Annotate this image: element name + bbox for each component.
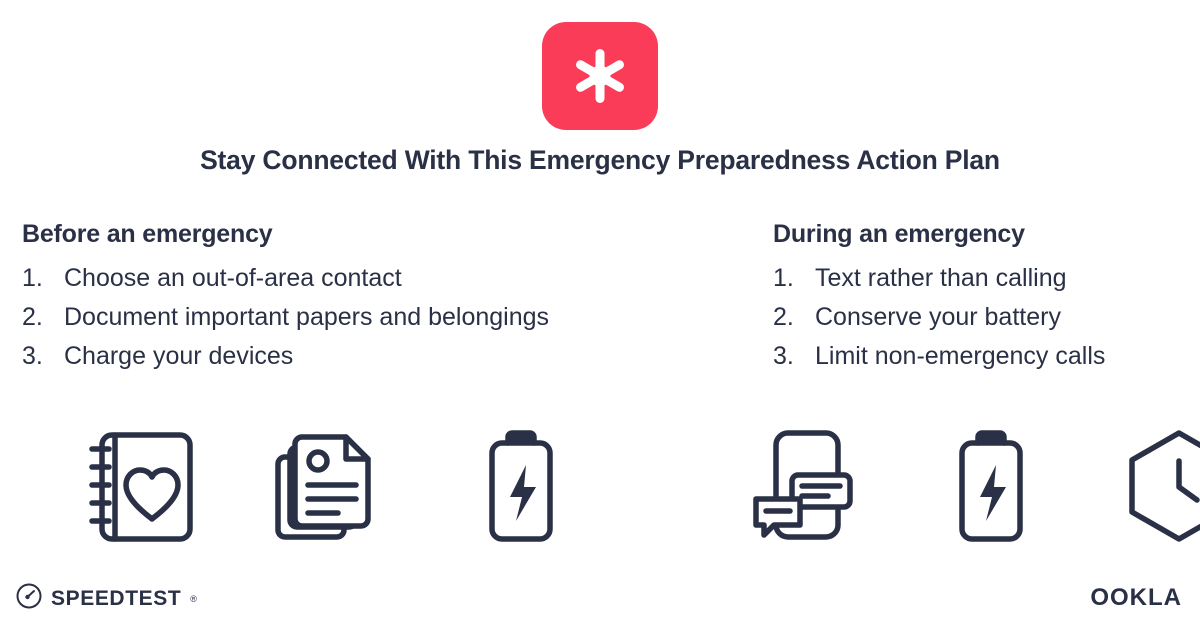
list-item: Charge your devices: [64, 342, 294, 370]
ookla-wordmark: OOKLA: [1090, 584, 1182, 611]
battery-charge-icon: [928, 418, 1054, 553]
list-during-emergency: [773, 259, 1193, 376]
icon-row-before: [78, 418, 548, 553]
list-item: Conserve your battery: [815, 303, 1061, 331]
badge-container: [0, 22, 1200, 130]
phone-message-icon: [740, 418, 866, 553]
speedometer-icon: [16, 583, 42, 614]
battery-charge-icon: [458, 418, 584, 553]
asterisk-icon: [571, 47, 629, 105]
ookla-logo: [1090, 584, 1182, 612]
speedtest-trademark: ®: [190, 593, 197, 604]
column-heading-before: Before an emergency: [22, 220, 273, 248]
list-before-emergency: [22, 259, 762, 376]
speedtest-badge: [542, 22, 658, 130]
documents-stack-icon: [268, 418, 394, 553]
hexagon-clock-icon: [1116, 418, 1200, 553]
speedtest-logo: [16, 583, 197, 614]
icon-row-during: [740, 418, 1180, 553]
footer: [0, 568, 1200, 630]
list-item: Text rather than calling: [815, 264, 1067, 292]
speedtest-wordmark: SPEEDTEST: [51, 586, 182, 610]
column-during-emergency: [773, 220, 1193, 376]
list-item: Choose an out-of-area contact: [64, 264, 402, 292]
list-item: Limit non-emergency calls: [815, 342, 1106, 370]
notebook-heart-icon: [78, 418, 204, 553]
page-title: Stay Connected With This Emergency Preparedness Action Plan: [200, 145, 1000, 175]
column-before-emergency: [22, 220, 762, 376]
list-item: Document important papers and belongings: [64, 303, 550, 331]
column-heading-during: During an emergency: [773, 220, 1025, 248]
